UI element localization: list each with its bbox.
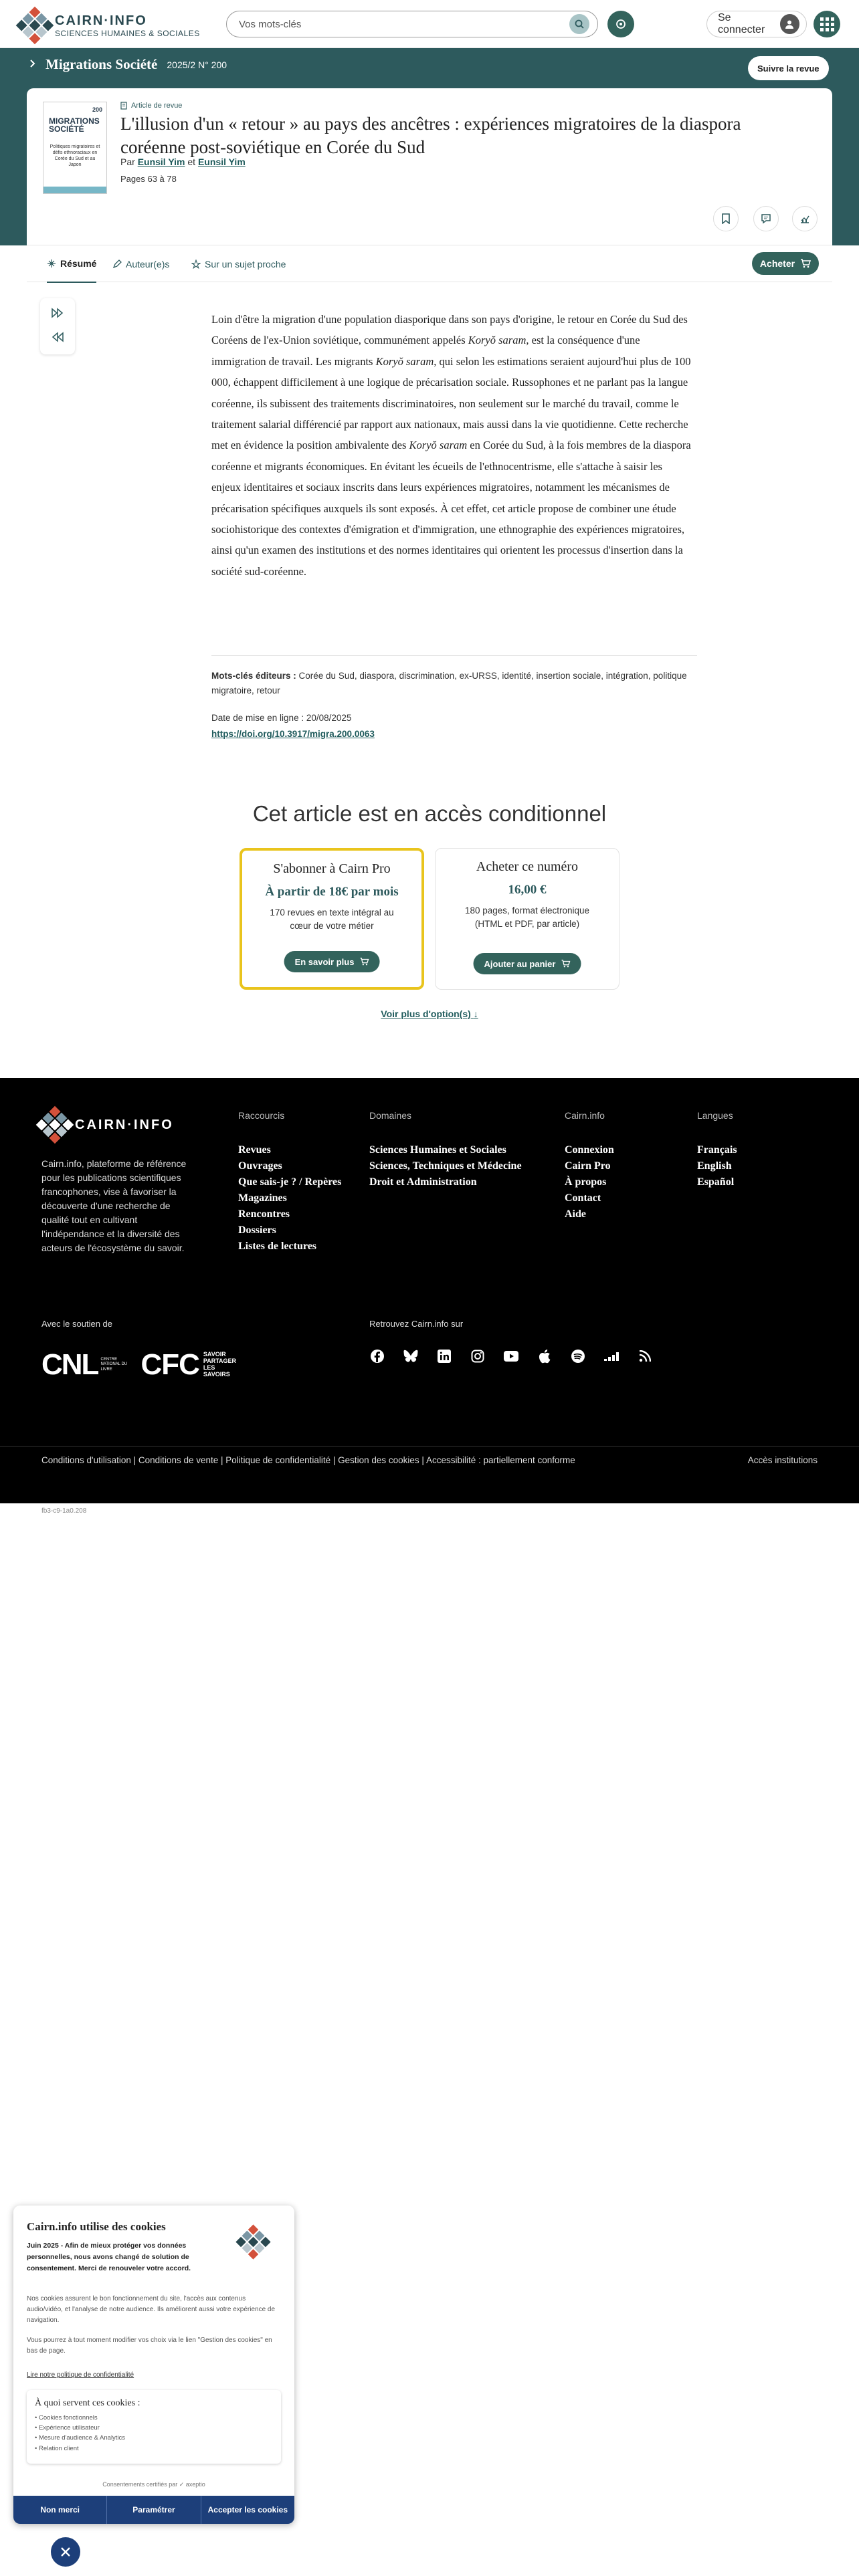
support-label: Avec le soutien de bbox=[41, 1319, 112, 1329]
keywords bbox=[211, 669, 697, 697]
search-input[interactable] bbox=[226, 11, 598, 37]
decline-cookies-button[interactable]: Non merci bbox=[13, 2496, 106, 2524]
footer-column-heading: Domaines bbox=[369, 1110, 412, 1121]
close-icon[interactable] bbox=[51, 2537, 80, 2567]
stats-icon bbox=[799, 213, 810, 224]
rewind-icon[interactable] bbox=[51, 332, 64, 346]
top-bar bbox=[0, 0, 859, 48]
footer-link[interactable]: Connexion bbox=[565, 1144, 614, 1156]
tab-related[interactable] bbox=[191, 245, 286, 283]
learn-more-button[interactable] bbox=[284, 951, 380, 972]
article-kind-label: Article de revue bbox=[131, 102, 183, 110]
issue-cover[interactable] bbox=[43, 102, 107, 194]
footer-column bbox=[238, 1110, 341, 1255]
cnl-logo[interactable] bbox=[41, 1348, 127, 1382]
footer-link[interactable]: Magazines bbox=[238, 1192, 287, 1204]
cfc-text: CFC bbox=[140, 1348, 199, 1381]
buy-button[interactable] bbox=[752, 252, 819, 275]
logo-mark bbox=[16, 7, 54, 45]
rss-icon[interactable] bbox=[637, 1348, 653, 1364]
footer-link[interactable]: Sciences Humaines et Sociales bbox=[369, 1144, 506, 1156]
cover-number: 200 bbox=[92, 106, 102, 113]
footer-column-heading: Cairn.info bbox=[565, 1110, 605, 1121]
abstract-run: , qui selon les estimations seraient aujourd'hui plus de 100 000, échappent difficilement à une logique de précarisation sociale. Russophones et ne parlant pas la langue coréenne, ils subissent des traitements discriminatoires, non seulement sur le marché du travail, comme le traitement salarial différencié par rapport aux nationaux, mais aussi dans la vie quotidienne. Cette recherche met en évidence la position ambivalente des bbox=[211, 354, 691, 452]
instagram-icon[interactable] bbox=[470, 1348, 486, 1364]
publication-date: Date de mise en ligne : 20/08/2025 bbox=[211, 713, 352, 723]
footer-link[interactable]: Contact bbox=[565, 1192, 601, 1204]
cfc-logo[interactable] bbox=[140, 1348, 240, 1382]
cfc-subtext: SAVOIR PARTAGER LES SAVOIRS bbox=[203, 1351, 237, 1378]
user-icon bbox=[780, 14, 799, 34]
tab-authors[interactable] bbox=[112, 245, 169, 283]
version-label: fb3-c9-1a0.208 bbox=[41, 1507, 87, 1515]
doi-link[interactable]: https://doi.org/10.3917/migra.200.0063 bbox=[211, 729, 375, 739]
social-links bbox=[369, 1348, 653, 1364]
cookie-use-item: • Cookies fonctionnels bbox=[35, 2414, 98, 2422]
cookie-use-item: • Mesure d'audience & Analytics bbox=[35, 2434, 126, 2442]
footer-link[interactable]: Ouvrages bbox=[238, 1160, 282, 1172]
logo-text: CAIRN·INFO bbox=[55, 13, 147, 28]
cover-subtitle: Politiques migratoires et défis ethnoraciaux en Corée du Sud et au Japon bbox=[50, 144, 100, 168]
cite-button[interactable] bbox=[753, 206, 779, 231]
issue-number: 2025/2 N° 200 bbox=[167, 59, 227, 70]
sparkle-icon bbox=[47, 259, 56, 268]
cart-icon bbox=[359, 958, 369, 966]
footer-column-heading: Langues bbox=[697, 1110, 733, 1121]
tab-label: Auteur(e)s bbox=[126, 259, 170, 270]
advanced-search-button[interactable] bbox=[607, 11, 634, 37]
document-icon bbox=[120, 102, 127, 110]
logo-subtitle: SCIENCES HUMAINES & SOCIALES bbox=[55, 28, 200, 38]
accept-cookies-button[interactable]: Accepter les cookies bbox=[201, 2496, 294, 2524]
byline bbox=[120, 156, 246, 167]
article-kind bbox=[120, 102, 182, 110]
abstract-run: en Corée du Sud, à la fois membres de la diaspora coréenne et migrants économiques. En évitant les écueils de l'ethnocentrisme, elle s'attache à saisir les enjeux identitaires et sociaux inscrits dans leurs expériences migratoires, notamment les mécanismes de précarisation spécifiques auxquels ils sont exposés. À cet effet, cet article propose de combiner une étude sociohistorique des contextes d'émigration et d'immigration, une ethnographie des expériences migratoires, ainsi qu'un examen des institutions et des normes identitaires qui orientent les processus d'insertion dans la société sud-coréenne. bbox=[211, 439, 691, 578]
quote-icon bbox=[761, 213, 771, 224]
institutions-link[interactable]: Accès institutions bbox=[747, 1455, 818, 1465]
offer-price: 16,00 € bbox=[508, 883, 547, 897]
tab-label: Sur un sujet proche bbox=[205, 259, 286, 270]
abstract-term: Koryŏ saram bbox=[409, 439, 468, 452]
cookie-paragraph: Vous pourrez à tout moment modifier vos choix via le lien "Gestion des cookies" en bas de page. bbox=[27, 2337, 272, 2355]
deezer-icon[interactable] bbox=[603, 1348, 619, 1364]
journal-breadcrumb[interactable] bbox=[29, 56, 227, 73]
cnl-subtext: CENTRE NATIONAL DU LIVRE bbox=[100, 1358, 128, 1372]
bookmark-icon bbox=[721, 213, 731, 224]
footer-link[interactable]: Que sais-je ? / Repères bbox=[238, 1176, 342, 1188]
search-icon[interactable] bbox=[569, 14, 589, 34]
footer-link[interactable]: Rencontres bbox=[238, 1208, 290, 1220]
stats-button[interactable] bbox=[792, 206, 818, 231]
article-title: L'illusion d'un « retour » au pays des ancêtres : expériences migratoires de la diaspora coréenne post-soviétique en Corée du Sud bbox=[120, 114, 741, 158]
cover-bar bbox=[43, 187, 106, 193]
abstract-run: Loin d'être la migration d'une population diasporique dans son pays d'origine, le retour en Corée du Sud des Coréens de l'ex-Union soviétique, communément appelés bbox=[211, 313, 688, 347]
article-tabs bbox=[27, 245, 832, 282]
consent-certification: Consentements certifiés par ✓ axeptio bbox=[102, 2481, 205, 2488]
footer-link[interactable]: Español bbox=[697, 1176, 735, 1188]
more-options-link[interactable] bbox=[0, 1008, 859, 1019]
cookie-uses-box bbox=[27, 2390, 281, 2464]
cnl-text: CNL bbox=[41, 1348, 98, 1381]
cairn-logo-mark bbox=[241, 2230, 266, 2254]
button-label: En savoir plus bbox=[294, 956, 355, 967]
abstract-text bbox=[211, 309, 693, 582]
cookie-notice: Juin 2025 - Afin de mieux protéger vos données personnelles, nous avons changé de solution de consentement. Merci de renouveler votre accord. bbox=[27, 2242, 191, 2272]
footer-column bbox=[697, 1110, 737, 1190]
offer-description: 170 revues en texte intégral au cœur de votre métier bbox=[270, 907, 394, 932]
footer-column-heading: Raccourcis bbox=[238, 1110, 285, 1121]
filter-icon bbox=[615, 18, 627, 30]
author-link[interactable]: Eunsil Yim bbox=[137, 156, 185, 167]
footer-column bbox=[565, 1110, 614, 1222]
page-range: Pages 63 à 78 bbox=[120, 174, 177, 184]
offer-subscribe[interactable] bbox=[240, 848, 424, 990]
abstract-run: , est la conséquence d'une immigration de travail. Les migrants bbox=[211, 334, 640, 368]
footer-link[interactable]: Sciences, Techniques et Médecine bbox=[369, 1160, 522, 1172]
by-prefix: Par bbox=[120, 156, 135, 167]
star-icon bbox=[191, 259, 201, 269]
offer-title: S'abonner à Cairn Pro bbox=[273, 861, 391, 876]
footer-link[interactable]: À propos bbox=[565, 1176, 607, 1188]
spotify-icon[interactable] bbox=[570, 1348, 586, 1364]
cookie-use-item: • Relation client bbox=[35, 2444, 79, 2452]
footer-link[interactable]: Dossiers bbox=[238, 1224, 276, 1236]
apps-grid-icon[interactable] bbox=[814, 11, 840, 37]
bluesky-icon[interactable] bbox=[403, 1348, 419, 1364]
footer-link[interactable]: Cairn Pro bbox=[565, 1160, 611, 1172]
access-heading: Cet article est en accès conditionnel bbox=[252, 801, 607, 826]
facebook-icon[interactable] bbox=[369, 1348, 385, 1364]
privacy-policy-link[interactable]: Lire notre politique de confidentialité bbox=[27, 2371, 134, 2379]
cookie-banner bbox=[13, 2206, 294, 2524]
linkedin-icon[interactable] bbox=[436, 1348, 452, 1364]
cookie-paragraph: Nos cookies assurent le bon fonctionnement du site, l'accès aux contenus audio/vidéo, et l'analyse de notre audience. Ils améliorent aussi votre expérience de navigation. bbox=[27, 2295, 276, 2324]
footer-link[interactable]: Droit et Administration bbox=[369, 1176, 477, 1188]
offer-buy-issue[interactable] bbox=[435, 848, 619, 990]
footer bbox=[0, 1078, 859, 1503]
keywords-list: Corée du Sud, diaspora, discrimination, ex-URSS, identité, insertion sociale, intégration, politique migratoire, retour bbox=[211, 671, 687, 695]
footer-link[interactable]: Listes de lectures bbox=[238, 1241, 317, 1252]
footer-link[interactable]: Aide bbox=[565, 1208, 586, 1220]
cookie-title: Cairn.info utilise des cookies bbox=[27, 2220, 166, 2233]
cookie-use-item: • Expérience utilisateur bbox=[35, 2424, 100, 2432]
footer-column bbox=[369, 1110, 522, 1190]
login-button[interactable] bbox=[706, 11, 807, 37]
cookie-settings-button[interactable]: Paramétrer bbox=[106, 2496, 200, 2524]
abstract-term: Koryŏ saram bbox=[375, 354, 434, 368]
pen-icon bbox=[112, 259, 122, 269]
footer-description: Cairn.info, plateforme de référence pour les publications scientifiques francophones, vise à favoriser la découverte d'une recherche de qualité tout en cultivant l'indépendance et la diversité des acteurs de l'écosystème du savoir. bbox=[41, 1158, 187, 1253]
offer-description: 180 pages, format électronique (HTML et PDF, par article) bbox=[464, 905, 590, 930]
cart-icon bbox=[800, 259, 811, 268]
divider bbox=[211, 655, 697, 656]
tab-label: Résumé bbox=[60, 258, 97, 269]
footer-link[interactable]: Revues bbox=[238, 1144, 271, 1156]
bookmark-button[interactable] bbox=[713, 206, 739, 231]
cart-icon bbox=[561, 960, 570, 968]
footer-link[interactable]: Français bbox=[697, 1144, 737, 1156]
add-to-cart-button[interactable] bbox=[474, 953, 581, 974]
footer-link[interactable]: English bbox=[697, 1160, 732, 1172]
search-placeholder: Vos mots-clés bbox=[239, 18, 302, 30]
youtube-icon[interactable] bbox=[503, 1348, 519, 1364]
cover-title: MIGRATIONS SOCIÉTÉ bbox=[49, 116, 100, 134]
forward-icon[interactable] bbox=[51, 308, 64, 322]
arrow-down-icon: ↓ bbox=[473, 1008, 478, 1019]
buy-label: Acheter bbox=[759, 258, 795, 269]
tab-resume[interactable] bbox=[47, 245, 96, 283]
footer-logo-text: CAIRN·INFO bbox=[75, 1117, 174, 1132]
cairn-logo[interactable] bbox=[21, 12, 200, 39]
social-label: Retrouvez Cairn.info sur bbox=[369, 1319, 464, 1329]
and-text: et bbox=[187, 156, 196, 167]
keywords-label: Mots-clés éditeurs : bbox=[211, 671, 296, 681]
chevron-right-icon bbox=[29, 59, 36, 71]
partner-logos bbox=[41, 1348, 241, 1382]
journal-name[interactable]: Migrations Société bbox=[45, 56, 158, 72]
button-label: Ajouter au panier bbox=[484, 958, 556, 969]
author-link[interactable]: Eunsil Yim bbox=[197, 156, 246, 167]
footer-logo[interactable] bbox=[41, 1111, 174, 1138]
logo-mark bbox=[36, 1106, 74, 1144]
follow-journal-button[interactable]: Suivre la revue bbox=[748, 56, 829, 80]
offer-title: Acheter ce numéro bbox=[476, 859, 579, 874]
more-options-label: Voir plus d'option(s) bbox=[381, 1008, 471, 1019]
cookie-actions bbox=[13, 2496, 294, 2524]
login-label: Se connecter bbox=[718, 12, 765, 35]
cookie-uses-title: À quoi servent ces cookies : bbox=[35, 2398, 140, 2408]
offer-price: À partir de 18€ par mois bbox=[265, 885, 399, 899]
abstract-term: Koryŏ saram bbox=[468, 334, 527, 347]
reading-tools bbox=[40, 298, 75, 354]
apple-podcasts-icon[interactable] bbox=[537, 1348, 553, 1364]
legal-links[interactable]: Conditions d'utilisation | Conditions de vente | Politique de confidentialité | Gestion des cookies | Accessibilité : partiellement conforme bbox=[41, 1455, 575, 1465]
